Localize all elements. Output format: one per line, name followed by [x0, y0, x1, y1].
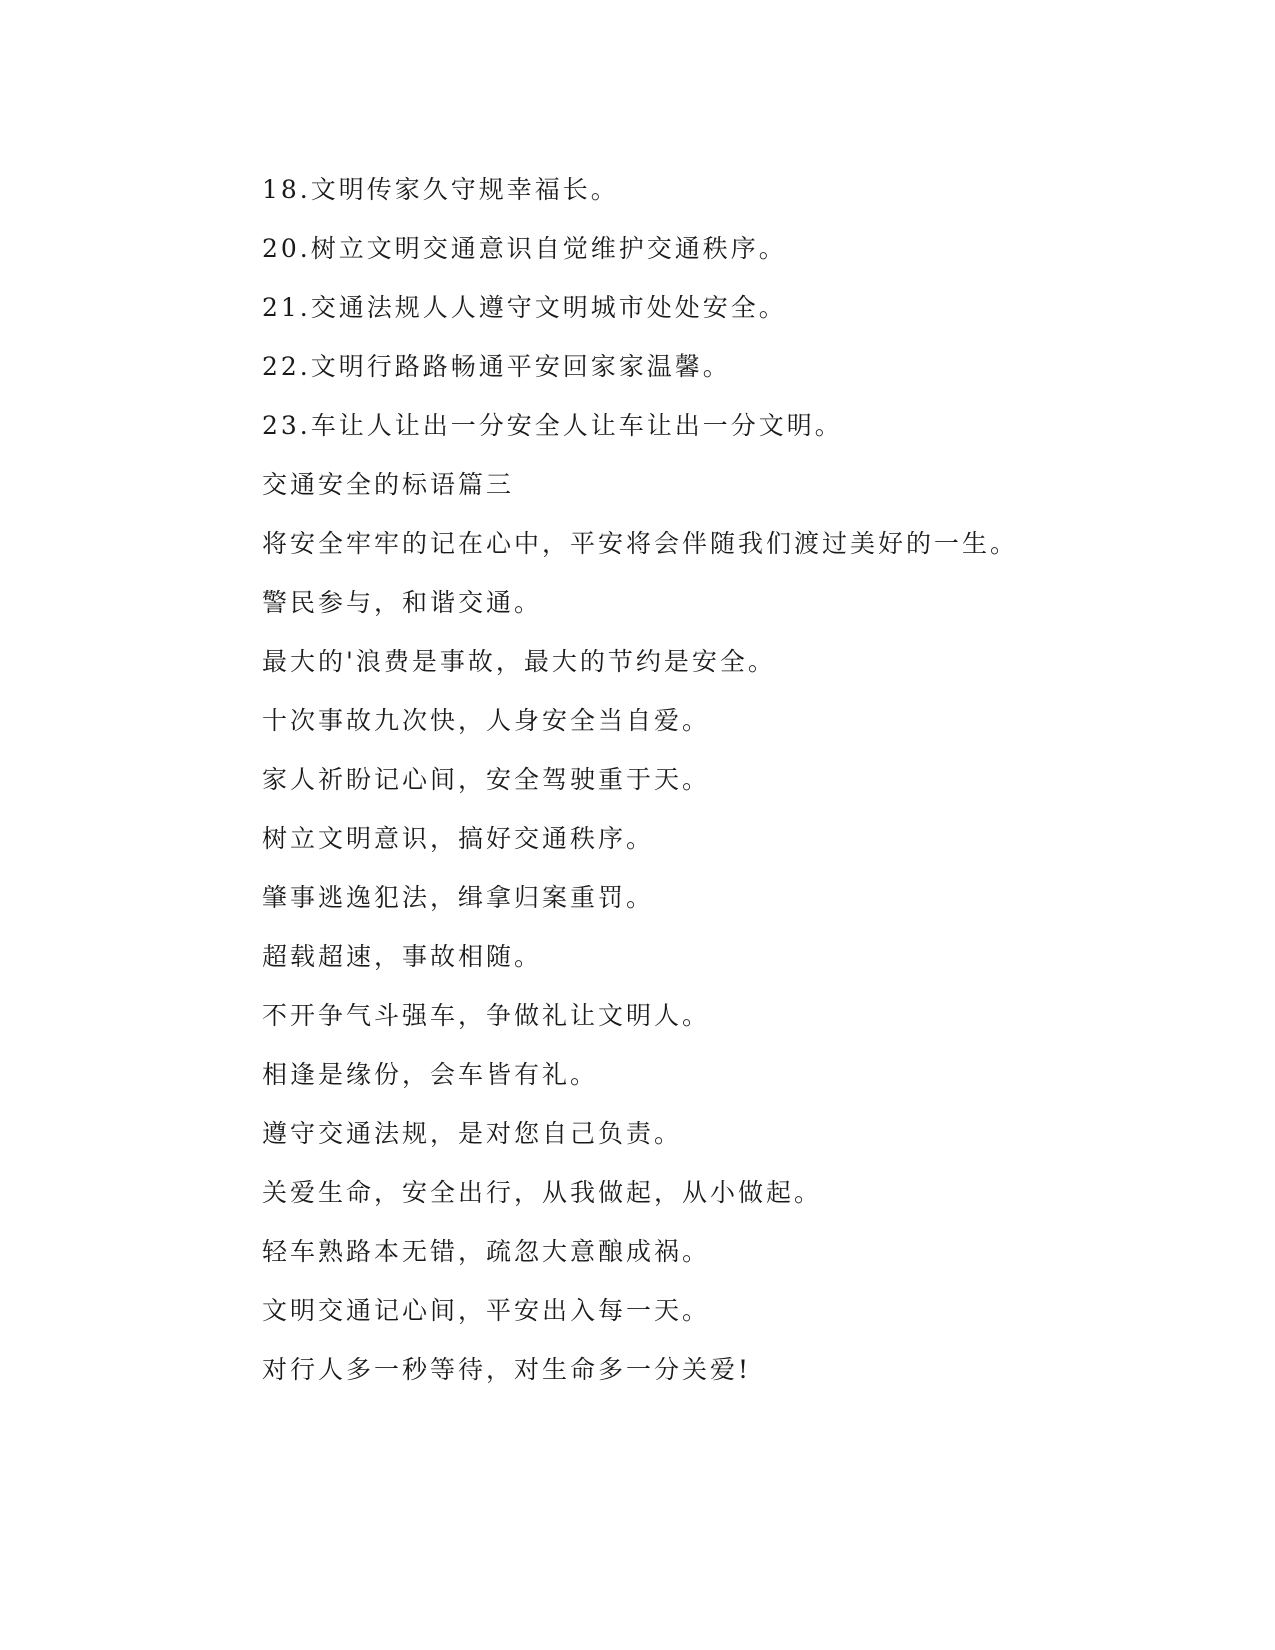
- slogan-line: 文明交通记心间，平安出入每一天。: [262, 1296, 711, 1325]
- slogan-line: 将安全牢牢的记在心中，平安将会伴随我们渡过美好的一生。: [262, 529, 1019, 558]
- slogan-line-22: 22.文明行路路畅通平安回家家温馨。: [262, 352, 731, 381]
- slogan-line: 相逢是缘份，会车皆有礼。: [262, 1060, 599, 1089]
- slogan-line: 对行人多一秒等待，对生命多一分关爱!: [262, 1355, 752, 1384]
- slogan-line: 轻车熟路本无错，疏忽大意酿成祸。: [262, 1237, 711, 1266]
- slogan-line: 不开争气斗强车，争做礼让文明人。: [262, 1001, 711, 1030]
- slogan-line: 警民参与，和谐交通。: [262, 588, 543, 617]
- slogan-line-20: 20.树立文明交通意识自觉维护交通秩序。: [262, 234, 787, 263]
- slogan-line: 最大的'浪费是事故，最大的节约是安全。: [262, 647, 776, 676]
- slogan-line: 肇事逃逸犯法，缉拿归案重罚。: [262, 883, 655, 912]
- slogan-line-21: 21.交通法规人人遵守文明城市处处安全。: [262, 293, 787, 322]
- slogan-line: 十次事故九次快，人身安全当自爱。: [262, 706, 711, 735]
- section-heading: 交通安全的标语篇三: [262, 470, 515, 499]
- slogan-line: 关爱生命，安全出行，从我做起，从小做起。: [262, 1178, 823, 1207]
- slogan-line-18: 18.文明传家久守规幸福长。: [262, 175, 619, 204]
- slogan-line-23: 23.车让人让出一分安全人让车让出一分文明。: [262, 411, 843, 440]
- slogan-line: 超载超速，事故相随。: [262, 942, 543, 971]
- slogan-line: 家人祈盼记心间，安全驾驶重于天。: [262, 765, 711, 794]
- slogan-line: 树立文明意识，搞好交通秩序。: [262, 824, 655, 853]
- slogan-line: 遵守交通法规，是对您自己负责。: [262, 1119, 683, 1148]
